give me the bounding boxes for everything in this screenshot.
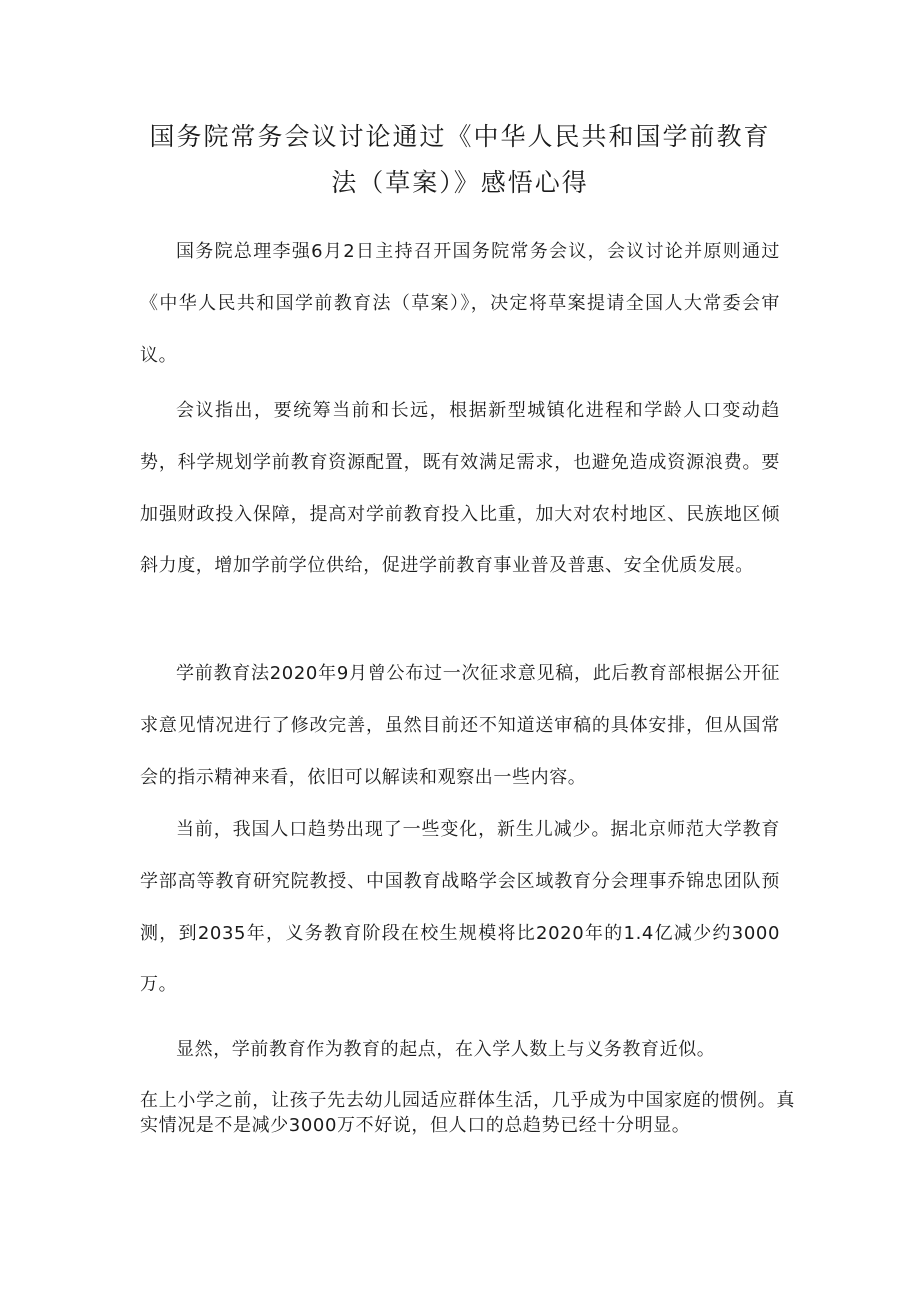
paragraph-4: 当前，我国人口趋势出现了一些变化，新生儿减少。据北京师范大学教育学部高等教育研究院教授、中国教育战略学会区域教育分会理事乔锦忠团队预测，到2035年，义务教育阶段在校生规模将比2020年的1.4亿减少约3000万。 [140,819,780,996]
paragraph-2: 会议指出，要统筹当前和长远，根据新型城镇化进程和学龄人口变动趋势，科学规划学前教育资源配置，既有效满足需求，也避免造成资源浪费。要加强财政投入保障，提高对学前教育投入比重，加大对农村地区、民族地区倾斜力度，增加学前学位供给，促进学前教育事业普及普惠、安全优质发展。 [140,400,780,577]
paragraph-6: 在上小学之前，让孩子先去幼儿园适应群体生活，几乎成为中国家庭的惯例。真实情况是不是减少3000万不好说，但人口的总趋势已经十分明显。 [140,1090,795,1136]
paragraph-3: 学前教育法2020年9月曾公布过一次征求意见稿，此后教育部根据公开征求意见情况进行了修改完善，虽然目前还不知道送审稿的具体安排，但从国常会的指示精神来看，依旧可以解读和观察出一些内容。 [140,663,780,788]
paragraph-5: 显然，学前教育作为教育的起点，在入学人数上与义务教育近似。 [176,1039,716,1060]
paragraph-1: 国务院总理李强6月2日主持召开国务院常务会议，会议讨论并原则通过《中华人民共和国学前教育法（草案）》，决定将草案提请全国人大常委会审议。 [140,241,780,366]
document-title: 国务院常务会议讨论通过《中华人民共和国学前教育法（草案）》感悟心得 [149,122,771,197]
